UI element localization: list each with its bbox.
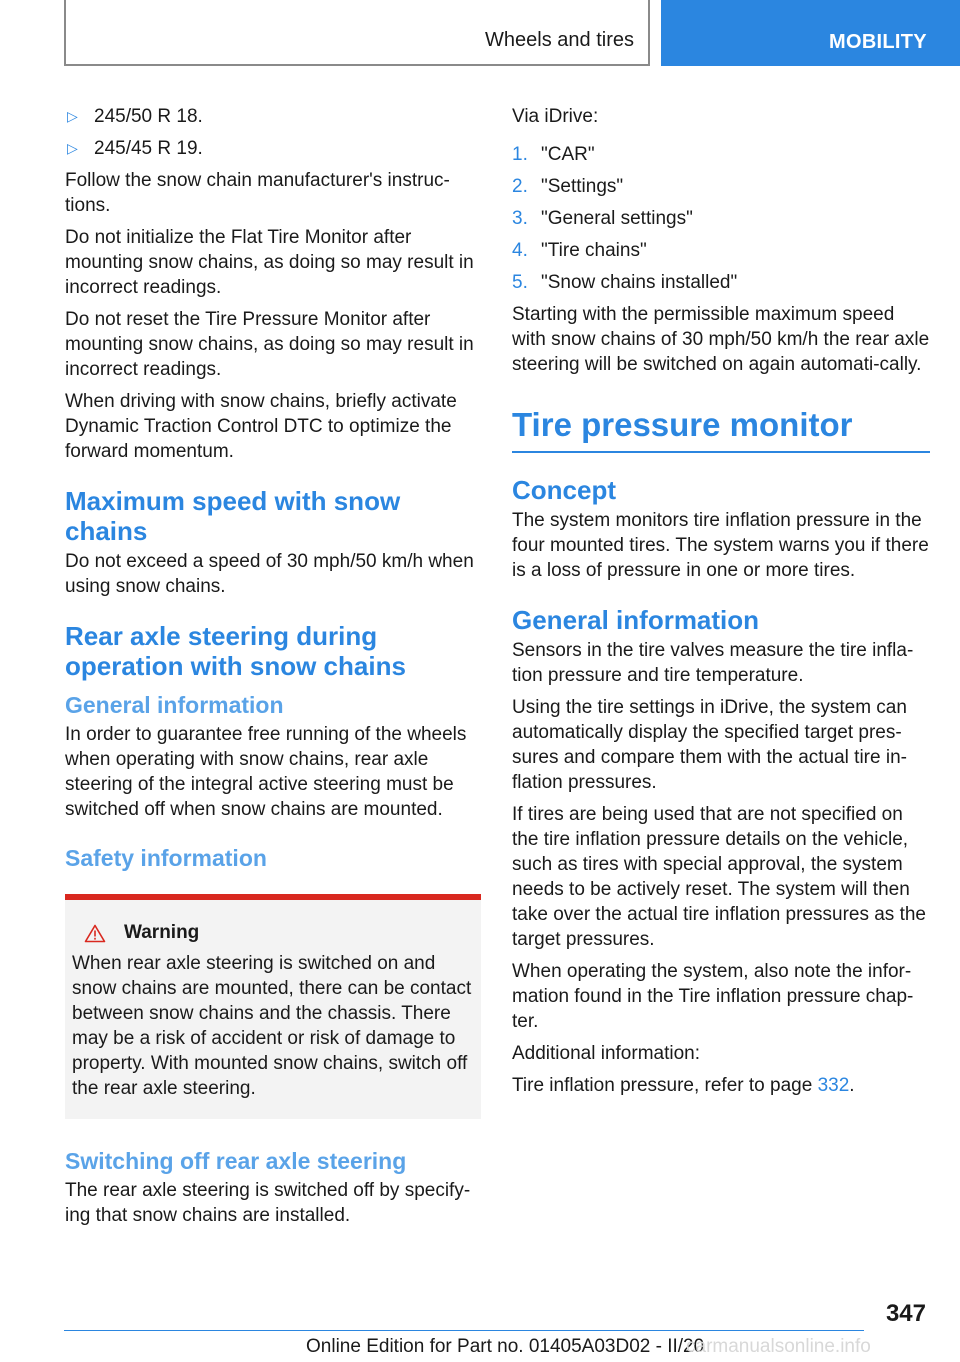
- warning-title: Warning: [124, 922, 200, 943]
- paragraph: Via iDrive:: [512, 106, 599, 127]
- paragraph: Additional information:: [512, 1043, 700, 1064]
- edition-note: Online Edition for Part no. 01405A03D02 - II/20: [306, 1336, 705, 1357]
- list-item: 2. "Settings": [512, 176, 624, 197]
- paragraph: The rear axle steering is switched off by specify-ing that snow chains are installed.: [65, 1180, 471, 1226]
- left-column: [65, 104, 481, 1235]
- warning-header: [72, 922, 473, 944]
- triangle-bullet-icon: ▷: [67, 140, 78, 156]
- heading-safety-information: Safety information: [65, 845, 267, 871]
- header-section-tab: [64, 0, 650, 66]
- page-number: 347: [885, 1300, 926, 1327]
- heading-concept: Concept: [512, 475, 616, 505]
- heading-general-information: General information: [512, 605, 760, 635]
- paragraph: Do not exceed a speed of 30 mph/50 km/h when using snow chains.: [65, 551, 474, 597]
- footer-divider: [64, 1330, 864, 1331]
- section-title: Wheels and tires: [485, 29, 634, 51]
- header-chapter-tab: [661, 0, 960, 66]
- watermark: carmanualsonline.info: [686, 1336, 871, 1357]
- cross-reference: Tire inflation pressure, refer to page 332.: [512, 1075, 855, 1096]
- paragraph: If tires are being used that are not specified on the tire inflation pressure details on the vehicle, such as tires with special approval, the system needs to be actively reset. The system will then take over the actual tire inflation pressures as the target pressures.: [512, 804, 927, 950]
- heading-switching-off: Switching off rear axle steering: [65, 1148, 407, 1174]
- list-item: 1. "CAR": [512, 144, 595, 165]
- right-column: [512, 104, 930, 1105]
- list-item: 3. "General settings": [512, 208, 693, 229]
- paragraph: In order to guarantee free running of the wheels when operating with snow chains, rear axle steering of the integral active steering must be switched off when snow chains are mounted.: [65, 724, 467, 820]
- triangle-bullet-icon: ▷: [67, 108, 78, 124]
- paragraph: Starting with the permissible maximum speed with snow chains of 30 mph/50 km/h the rear axle steering will be switched on again automati-cally.: [512, 304, 930, 375]
- heading-tire-pressure-monitor: Tire pressure monitor: [512, 405, 930, 453]
- list-item: 5. "Snow chains installed": [512, 272, 738, 293]
- paragraph: Follow the snow chain manufacturer's instruc-tions.: [65, 170, 450, 216]
- warning-text: When rear axle steering is switched on and snow chains are mounted, there can be contact between snow chains and the chassis. There may be a risk of accident or risk of damage to property. With mounted snow chains, switch off the rear axle steering.: [72, 953, 472, 1099]
- list-item: ▷ 245/45 R 19.: [67, 138, 203, 159]
- paragraph: The system monitors tire inflation pressure in the four mounted tires. The system warns you if there is a loss of pressure in one or more tires.: [512, 510, 929, 581]
- warning-box: [65, 894, 481, 1119]
- heading-rear-axle-steering: Rear axle steering during operation with snow chains: [65, 621, 406, 681]
- heading-max-speed: Maximum speed with snow chains: [65, 486, 401, 546]
- paragraph: Do not reset the Tire Pressure Monitor after mounting snow chains, as doing so may result in incorrect readings.: [65, 309, 474, 380]
- paragraph: When operating the system, also note the infor-mation found in the Tire inflation pressure chap-ter.: [512, 961, 914, 1032]
- paragraph: Using the tire settings in iDrive, the system can automatically display the specified target pres-sures and compare them with the actual tire in-flation pressures.: [512, 697, 907, 793]
- paragraph: When driving with snow chains, briefly activate Dynamic Traction Control DTC to optimize the forward momentum.: [65, 391, 457, 462]
- heading-general-information: General information: [65, 692, 284, 718]
- paragraph: Sensors in the tire valves measure the tire infla-tion pressure and tire temperature.: [512, 640, 914, 686]
- list-item: 4. "Tire chains": [512, 240, 647, 261]
- list-item: ▷ 245/50 R 18.: [67, 106, 203, 127]
- page-reference-link[interactable]: 332: [817, 1075, 850, 1096]
- paragraph: Do not initialize the Flat Tire Monitor after mounting snow chains, as doing so may result in incorrect readings.: [65, 227, 474, 298]
- warning-triangle-icon: [84, 924, 106, 943]
- chapter-title: MOBILITY: [829, 31, 927, 53]
